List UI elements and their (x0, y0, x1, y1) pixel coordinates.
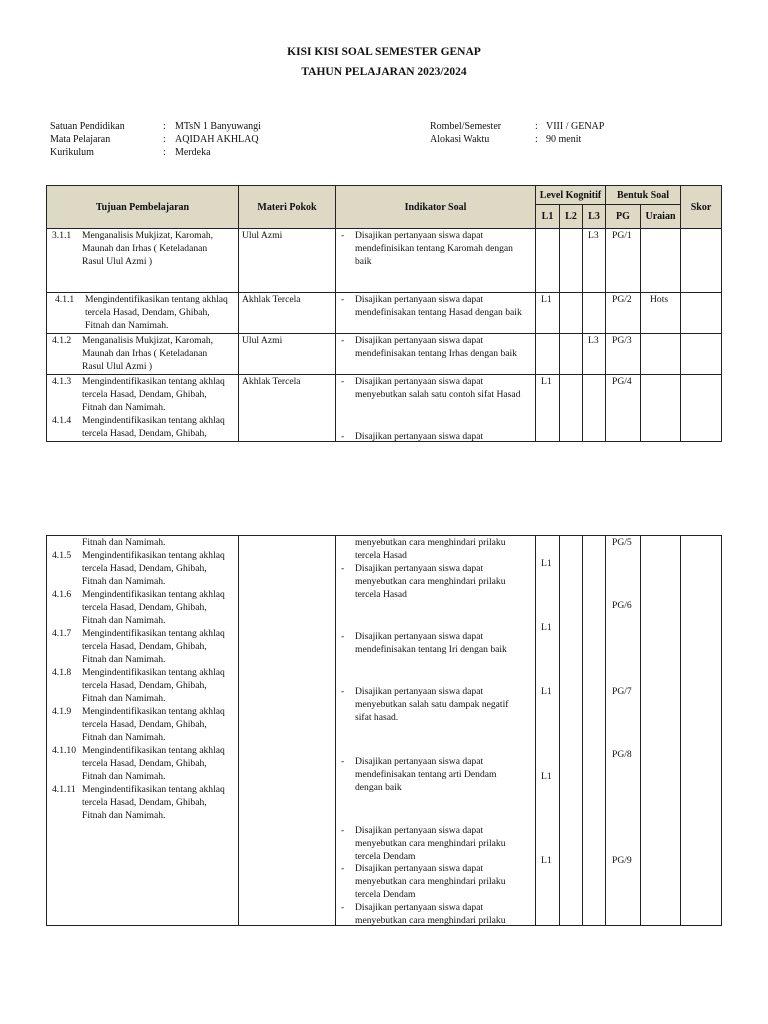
objective-text-line: Fitnah dan Namimah. (82, 732, 166, 743)
info-colon: : (535, 134, 538, 145)
indicator-text-line: menyebutkan salah satu contoh sifat Hasad (355, 389, 521, 400)
indicator-text-line: Disajikan pertanyaan siswa dapat (355, 230, 484, 241)
indicator-text-line: tercela Hasad (355, 550, 407, 561)
materi-cell: Akhlak Tercela (242, 376, 301, 387)
header-l3: L3 (583, 205, 605, 228)
indicator-dash: - (341, 686, 345, 697)
objective-text-line: Mengindentifikasikan tentang akhlaq (82, 628, 225, 639)
grid-line (535, 535, 536, 926)
pg-cell: PG/7 (612, 686, 632, 697)
indicator-text-line: mendefinisakan tentang Iri dengan baik (355, 644, 507, 655)
level-cell: L1 (541, 622, 552, 633)
pg-cell: PG/2 (612, 294, 632, 305)
indicator-text-line: menyebutkan cara menghindari prilaku (355, 838, 506, 849)
info-row-alokasi (430, 133, 730, 146)
grid-line (680, 185, 681, 442)
objective-text-line: Mengindentifikasikan tentang akhlaq (82, 745, 225, 756)
info-label: Satuan Pendidikan (50, 121, 125, 132)
info-row-rombel (430, 120, 730, 133)
indicator-text-line: baik (355, 256, 372, 267)
level-cell: L1 (541, 686, 552, 697)
indicator-text-line: Disajikan pertanyaan siswa dapat (355, 686, 484, 697)
materi-cell: Akhlak Tercela (242, 294, 301, 305)
materi-cell: Ulul Azmi (242, 230, 283, 241)
grid-line (559, 204, 560, 442)
indicator-text-line: menyebutkan cara menghindari prilaku (355, 576, 506, 587)
indicator-text-line: sifat hasad. (355, 712, 399, 723)
indicator-text-line: menyebutkan cara menghindari prilaku (355, 876, 506, 887)
materi-cell: Ulul Azmi (242, 335, 283, 346)
objective-text-line: tercela Hasad, Dendam, Ghibah, (82, 602, 207, 613)
objective-text-line: tercela Hasad, Dendam, Ghibah, (82, 563, 207, 574)
uraian-cell: Hots (650, 294, 669, 305)
document-subtitle: TAHUN PELAJARAN 2023/2024 (301, 66, 467, 78)
objective-text-line: Menganalisis Mukjizat, Karomah, (82, 335, 214, 346)
objective-code: 3.1.1 (52, 230, 72, 241)
indicator-text-line: Disajikan pertanyaan siswa dapat (355, 563, 484, 574)
objective-text-line: Fitnah dan Namimah. (82, 615, 166, 626)
indicator-text-line: Disajikan pertanyaan siswa dapat (355, 902, 484, 913)
grid-line (535, 204, 680, 205)
objective-text-line: tercela Hasad, Dendam, Ghibah, (82, 758, 207, 769)
pg-cell: PG/4 (612, 376, 632, 387)
indicator-text-line: dengan baik (355, 782, 402, 793)
objective-text-line: Fitnah dan Namimah. (82, 402, 166, 413)
info-label: Rombel/Semester (430, 121, 502, 132)
indicator-text-line: Disajikan pertanyaan siswa dapat (355, 631, 484, 642)
grid-line (680, 535, 681, 926)
objective-code: 4.1.6 (52, 589, 72, 600)
objective-text-line: Mengindentifikasikan tentang akhlaq (82, 376, 225, 387)
indicator-text-line: Disajikan pertanyaan siswa dapat (355, 863, 484, 874)
indicator-dash: - (341, 294, 345, 305)
grid-line (582, 204, 583, 442)
header-materi: Materi Pokok (239, 186, 335, 228)
header-indikator: Indikator Soal (336, 186, 535, 228)
objective-code: 4.1.7 (52, 628, 72, 639)
level-cell: L1 (541, 376, 552, 387)
indicator-dash: - (341, 756, 345, 767)
grid-line (559, 535, 560, 926)
objective-text-line: tercela Hasad, Dendam, Ghibah, (85, 307, 210, 318)
pg-cell: PG/6 (612, 600, 632, 611)
objective-text-line: Mengindentifikasikan tentang akhlaq (82, 550, 225, 561)
indicator-text-line: mendefinisakan tentang Irhas dengan baik (355, 348, 517, 359)
objective-text-line: Fitnah dan Namimah. (82, 693, 166, 704)
objective-text-line: Menganalisis Mukjizat, Karomah, (82, 230, 214, 241)
header-tujuan: Tujuan Pembelajaran (47, 186, 238, 228)
info-label: Alokasi Waktu (430, 134, 490, 145)
objective-code: 4.1.2 (52, 335, 72, 346)
indicator-text-line: Disajikan pertanyaan siswa dapat (355, 825, 484, 836)
grid-line (605, 535, 606, 926)
objective-text-line: Fitnah dan Namimah. (82, 537, 166, 548)
identity-info-right (430, 120, 730, 146)
grid-line (640, 204, 641, 442)
indicator-dash: - (341, 631, 345, 642)
indicator-text-line: tercela Dendam (355, 889, 416, 900)
identity-info-left (50, 120, 380, 159)
objective-text-line: Fitnah dan Namimah. (82, 771, 166, 782)
indicator-text-line: tercela Hasad (355, 589, 407, 600)
info-row-mapel (50, 133, 380, 146)
indicator-text-line: menyebutkan salah satu dampak negatif (355, 699, 509, 710)
grid-line (335, 185, 336, 442)
objective-text-line: Fitnah dan Namimah. (82, 576, 166, 587)
header-skor: Skor (681, 186, 721, 228)
indicator-text-line: Disajikan pertanyaan siswa dapat (355, 294, 484, 305)
objective-text-line: tercela Hasad, Dendam, Ghibah, (82, 641, 207, 652)
objective-text-line: Fitnah dan Namimah. (85, 320, 169, 331)
pg-cell: PG/8 (612, 749, 632, 760)
objective-text-line: tercela Hasad, Dendam, Ghibah, (82, 428, 207, 439)
grid-line (582, 535, 583, 926)
document-title: KISI KISI SOAL SEMESTER GENAP (287, 46, 481, 58)
level-cell: L1 (541, 294, 552, 305)
level-cell: L3 (588, 335, 599, 346)
indicator-text-line: Disajikan pertanyaan siswa dapat (355, 376, 484, 387)
objective-code: 4.1.5 (52, 550, 72, 561)
objective-text-line: Rasul Ulul Azmi ) (82, 361, 153, 372)
objective-text-line: Maunah dan Irhas ( Keteladanan (82, 243, 208, 254)
info-value: Merdeka (175, 147, 211, 158)
objective-text-line: Rasul Ulul Azmi ) (82, 256, 153, 267)
objective-text-line: tercela Hasad, Dendam, Ghibah, (82, 389, 207, 400)
indicator-text-line: mendefinisakan tentang Hasad dengan baik (355, 307, 522, 318)
header-level-kognitif: Level Kognitif (536, 186, 605, 204)
grid-line (605, 185, 606, 442)
objective-text-line: Mengindentifikasikan tentang akhlaq (82, 706, 225, 717)
grid-line (535, 185, 536, 442)
indicator-text-line: menyebutkan cara menghindari prilaku (355, 537, 506, 548)
indicator-dash: - (341, 863, 345, 874)
header-l2: L2 (560, 205, 582, 228)
objective-text-line: tercela Hasad, Dendam, Ghibah, (82, 797, 207, 808)
objective-code: 4.1.10 (52, 745, 76, 756)
indicator-text-line: mendefinisikan tentang Karomah dengan (355, 243, 513, 254)
objective-code: 4.1.8 (52, 667, 72, 678)
objective-text-line: Mengindentifikasikan tentang akhlaq (82, 415, 225, 426)
pg-cell: PG/3 (612, 335, 632, 346)
header-bentuk-soal: Bentuk Soal (606, 186, 680, 204)
objective-text-line: tercela Hasad, Dendam, Ghibah, (82, 719, 207, 730)
objective-code: 4.1.11 (52, 784, 76, 795)
header-uraian: Uraian (641, 205, 680, 228)
level-cell: L1 (541, 558, 552, 569)
info-value: VIII / GENAP (546, 121, 605, 132)
info-row-kurikulum (50, 146, 380, 159)
level-cell: L1 (541, 855, 552, 866)
pg-cell: PG/5 (612, 537, 632, 548)
objective-text-line: Mengindentifikasikan tentang akhlaq (82, 784, 225, 795)
info-value: AQIDAH AKHLAQ (175, 134, 259, 145)
info-colon: : (535, 121, 538, 132)
indicator-text-line: tercela Dendam (355, 851, 416, 862)
info-value: 90 menit (546, 134, 582, 145)
header-pg: PG (606, 205, 640, 228)
info-row-satuan (50, 120, 380, 133)
info-value: MTsN 1 Banyuwangi (175, 121, 261, 132)
objective-text-line: tercela Hasad, Dendam, Ghibah, (82, 680, 207, 691)
objective-text-line: Mengindentifikasikan tentang akhlaq (82, 667, 225, 678)
indicator-dash: - (341, 825, 345, 836)
grid-line (640, 535, 641, 926)
indicator-text-line: mendefinisakan tentang arti Dendam (355, 769, 497, 780)
info-colon: : (163, 134, 166, 145)
objective-code: 4.1.3 (52, 376, 72, 387)
objective-text-line: Mengindentifikasikan tentang akhlaq (85, 294, 228, 305)
info-label: Kurikulum (50, 147, 94, 158)
info-colon: : (163, 121, 166, 132)
indicator-dash: - (341, 563, 345, 574)
objective-text-line: Fitnah dan Namimah. (82, 654, 166, 665)
indicator-text-line: Disajikan pertanyaan siswa dapat (355, 335, 484, 346)
objective-code: 4.1.4 (52, 415, 72, 426)
pg-cell: PG/1 (612, 230, 632, 241)
header-l1: L1 (536, 205, 559, 228)
indicator-dash: - (341, 902, 345, 913)
indicator-dash: - (341, 335, 345, 346)
info-colon: : (163, 147, 166, 158)
indicator-dash: - (341, 230, 345, 241)
grid-line (238, 185, 239, 442)
info-label: Mata Pelajaran (50, 134, 111, 145)
objective-text-line: Maunah dan Irhas ( Keteladanan (82, 348, 208, 359)
objective-code: 4.1.9 (52, 706, 72, 717)
indicator-text-line: menyebutkan cara menghindari prilaku (355, 915, 506, 926)
indicator-dash: - (341, 376, 345, 387)
pg-cell: PG/9 (612, 855, 632, 866)
indicator-text-line: Disajikan pertanyaan siswa dapat (355, 431, 484, 442)
grid-line (238, 535, 239, 926)
indicator-text-line: Disajikan pertanyaan siswa dapat (355, 756, 484, 767)
objective-code: 4.1.1 (55, 294, 75, 305)
objective-text-line: Fitnah dan Namimah. (82, 810, 166, 821)
level-cell: L1 (541, 771, 552, 782)
objective-text-line: Mengindentifikasikan tentang akhlaq (82, 589, 225, 600)
indicator-dash: - (341, 431, 345, 442)
level-cell: L3 (588, 230, 599, 241)
grid-line (335, 535, 336, 926)
